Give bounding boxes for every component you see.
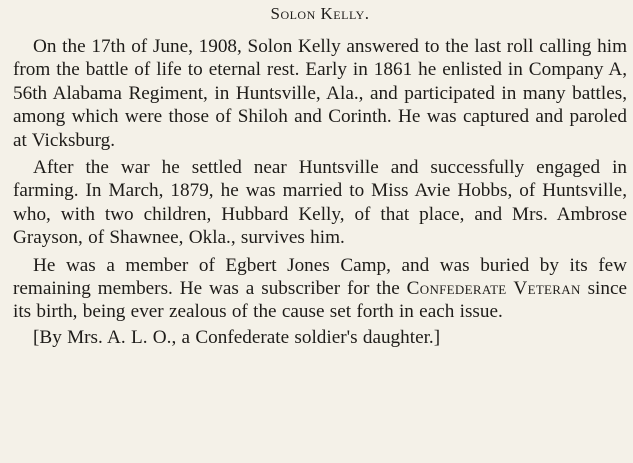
paragraph-death-service: On the 17th of June, 1908, Solon Kelly answered to the last roll calling him from the battle of life to eternal rest. Early in 1861 he enlisted in Company A, 56th Alabama Regiment, in Huntsville, Ala., and participated in many battles, among which were those of Shiloh and Corinth. He was captured and paroled at Vicksburg. (13, 36, 627, 151)
paragraph-camp (13, 254, 627, 324)
paragraph-family: After the war he settled near Huntsville and successfully engaged in farming. In March, 1879, he was married to Miss Avie Hobbs, of Huntsville, who, with two children, Hubbard Kelly, of that place, and Mrs. Ambrose Grayson, of Shawnee, Okla., survives him. (13, 157, 627, 249)
author-attribution: [By Mrs. A. L. O., a Confederate soldier's daughter.] (33, 326, 441, 348)
publication-name: Confederate Veteran (406, 278, 581, 300)
paragraph-camp-text-start: He was a member of Egbert Jones Camp, and was buried by its few remaining members. He was a subscriber for the (13, 254, 627, 300)
paragraph-camp-text-end: since its birth, being ever zealous of the cause set forth in each issue. (13, 278, 627, 323)
article-title: Solon Kelly. (270, 4, 370, 23)
